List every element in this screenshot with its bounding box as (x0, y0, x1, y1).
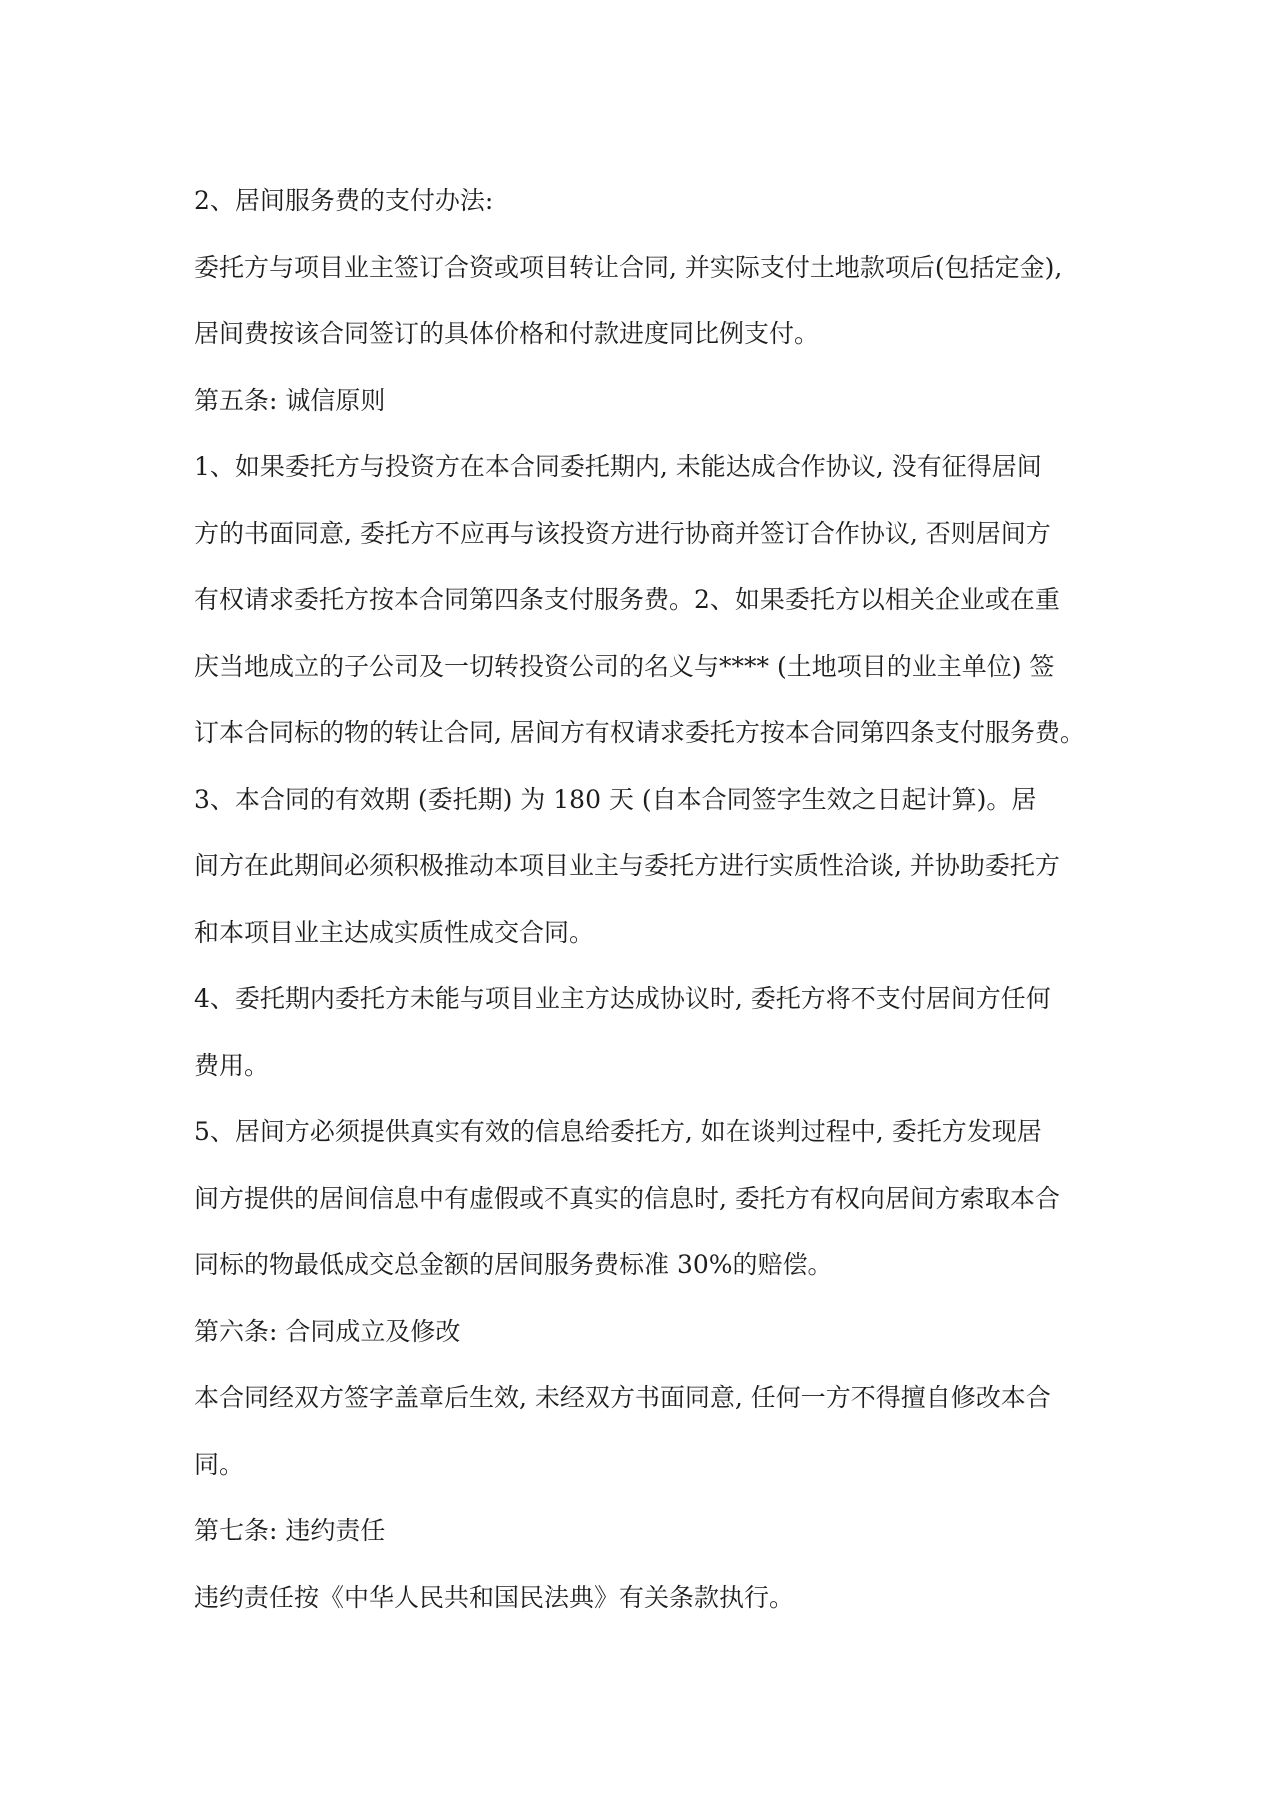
article-5-text-line: 1、如果委托方与投资方在本合同委托期内, 未能达成合作协议, 没有征得居间 (194, 452, 1042, 481)
article-5-text-line: 方的书面同意, 委托方不应再与该投资方进行协商并签订合作协议, 否则居间方 (194, 518, 1051, 548)
article-5-text-line: 庆当地成立的子公司及一切转投资公司的名义与**** (土地项目的业主单位) 签 (194, 651, 1055, 681)
article-5-text-line: 订本合同标的物的转让合同, 居间方有权请求委托方按本合同第四条支付服务费。 (194, 718, 1085, 747)
article-5-heading: 第五条: 诚信原则 (194, 385, 386, 415)
payment-method-text-line: 委托方与项目业主签订合资或项目转让合同, 并实际支付土地款项后(包括定金), (194, 252, 1063, 282)
article-5-text-line: 和本项目业主达成实质性成交合同。 (194, 917, 595, 947)
article-5-text-line: 间方提供的居间信息中有虚假或不真实的信息时, 委托方有权向居间方索取本合 (194, 1183, 1060, 1213)
article-5-text-line: 间方在此期间必须积极推动本项目业主与委托方进行实质性洽谈, 并协助委托方 (194, 851, 1060, 880)
article-6-heading: 第六条: 合同成立及修改 (194, 1316, 461, 1346)
article-5-text-line: 费用。 (194, 1050, 270, 1080)
article-6-text-line: 本合同经双方签字盖章后生效, 未经双方书面同意, 任何一方不得擅自修改本合 (194, 1383, 1051, 1412)
payment-method-heading: 2、居间服务费的支付办法: (194, 186, 494, 215)
article-6-text-line: 同。 (194, 1449, 245, 1479)
article-7-heading: 第七条: 违约责任 (194, 1516, 386, 1545)
article-7-text-line: 违约责任按《中华人民共和国民法典》有关条款执行。 (194, 1582, 795, 1612)
payment-method-text-line: 居间费按该合同签订的具体价格和付款进度同比例支付。 (194, 319, 820, 348)
article-5-text-line: 有权请求委托方按本合同第四条支付服务费。2、如果委托方以相关企业或在重 (194, 585, 1060, 614)
article-5-text-line: 5、居间方必须提供真实有效的信息给委托方, 如在谈判过程中, 委托方发现居 (194, 1117, 1042, 1146)
document-body (194, 168, 1114, 1631)
article-5-text-line: 同标的物最低成交总金额的居间服务费标准 30%的赔偿。 (194, 1250, 833, 1279)
article-5-text-line: 3、本合同的有效期 (委托期) 为 180 天 (自本合同签字生效之日起计算)。居 (194, 784, 1037, 814)
article-5-text-line: 4、委托期内委托方未能与项目业主方达成协议时, 委托方将不支付居间方任何 (194, 984, 1051, 1013)
